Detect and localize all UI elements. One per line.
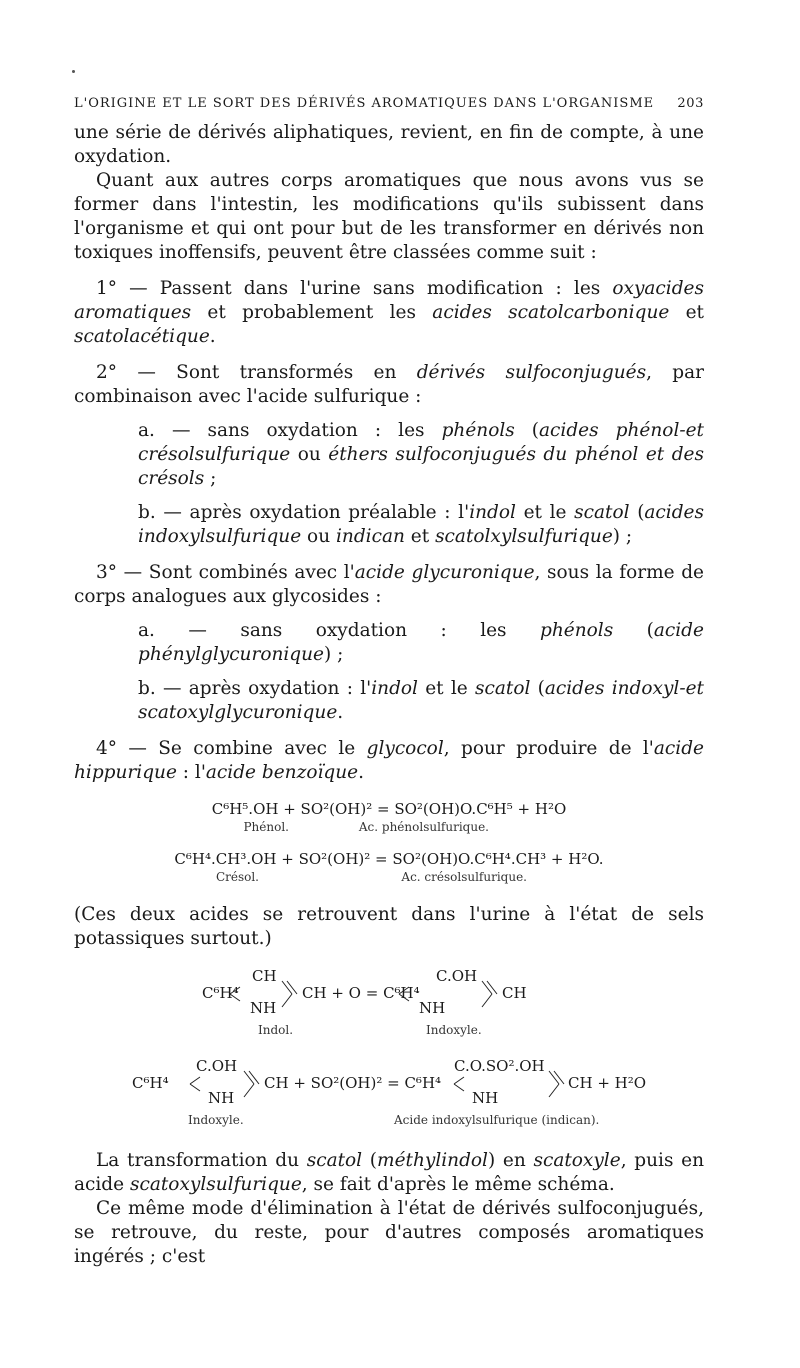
label-phenolsulfurique: Ac. phénolsulfurique.	[358, 820, 489, 834]
paragraph-continuation: une série de dérivés aliphatiques, revient, en fin de compte, à une oxydation.	[74, 122, 704, 167]
label-indol: Indol.	[258, 1023, 294, 1037]
indoxyle-nh-bottom: NH	[208, 1089, 235, 1107]
note-potassium: (Ces deux acides se retrouvent dans l'urine à l'état de sels potassiques surtout.)	[74, 904, 704, 949]
label-indican: Acide indoxylsulfurique (indican).	[394, 1113, 600, 1127]
indoxyle-coh: C.OH	[436, 967, 478, 985]
item-2a: a. — sans oxydation : les phénols (acides phénol-et crésolsulfurique ou éthers sulfoconjugués du phénol et des crésols ;	[138, 420, 704, 489]
page-number: 203	[677, 96, 704, 111]
running-header	[74, 96, 704, 111]
item-4: 4° — Se combine avec le glycocol, pour produire de l'acide hippurique : l'acide benzoïque.	[74, 738, 704, 783]
paragraph-intro: Quant aux autres corps aromatiques que nous avons vus se former dans l'intestin, les modifications qu'ils subissent dans l'organisme et qui ont pour but de les transformer en dérivés non toxiques inoffensifs, peuvent être classées comme suit :	[74, 170, 704, 263]
indol-c6h4: C⁶H⁴	[202, 984, 239, 1002]
item-3: 3° — Sont combinés avec l'acide glycuronique, sous la forme de corps analogues aux glycosides :	[74, 562, 705, 607]
indoxyle-c6h4: C⁶H⁴	[132, 1074, 169, 1092]
item-2b: b. — après oxydation préalable : l'indol et le scatol (acides indoxylsulfurique ou indican et scatolxylsulfurique) ;	[138, 502, 704, 547]
paragraph-elimination: Ce même mode d'élimination à l'état de dérivés sulfoconjugués, se retrouve, du reste, pour d'autres composés aromatiques ingérés ; c'est	[74, 1198, 704, 1267]
item-3a: a. — sans oxydation : les phénols (acide phénylglycuronique) ;	[138, 620, 704, 665]
label-cresolsulfurique: Ac. crésolsulfurique.	[401, 870, 527, 884]
indol-mid: CH + O = C⁶H⁴	[302, 984, 420, 1002]
indican-mid: CH + SO²(OH)² = C⁶H⁴	[264, 1074, 442, 1092]
equation-cresol	[74, 849, 704, 885]
indol-nh: NH	[250, 999, 277, 1017]
indican-nh: NH	[472, 1089, 499, 1107]
label-indoxyle-2: Indoxyle.	[188, 1113, 244, 1127]
header-title: L'ORIGINE ET LE SORT DES DÉRIVÉS AROMATIQUES DANS L'ORGANISME	[74, 96, 655, 111]
indol-ch: CH	[252, 967, 277, 985]
label-cresol: Crésol.	[215, 870, 259, 884]
equation-phenol	[74, 799, 704, 835]
equation-indican	[74, 1051, 704, 1131]
item-1: 1° — Passent dans l'urine sans modification : les oxyacides aromatiques et probablement les acides scatolcarbonique et scatolacétique.	[74, 278, 704, 347]
equation-cresol-formula: C⁶H⁴.CH³.OH + SO²(OH)² = SO²(OH)O.C⁶H⁴.CH³ + H²O.	[174, 850, 604, 868]
margin-dot	[72, 70, 75, 73]
equation-indol	[74, 961, 704, 1041]
paragraph-scatol: La transformation du scatol (méthylindol) en scatoxyle, puis en acide scatoxylsulfurique, se fait d'après le même schéma.	[74, 1150, 705, 1195]
label-phenol: Phénol.	[243, 820, 289, 834]
indoxyle-coh-top: C.OH	[196, 1057, 238, 1075]
indican-coso: C.O.SO².OH	[454, 1057, 545, 1075]
equation-phenol-formula: C⁶H⁵.OH + SO²(OH)² = SO²(OH)O.C⁶H⁵ + H²O	[211, 800, 567, 818]
item-3b: b. — après oxydation : l'indol et le scatol (acides indoxyl-et scatoxylglycuronique.	[138, 678, 704, 723]
item-2: 2° — Sont transformés en dérivés sulfoconjugués, par combinaison avec l'acide sulfurique :	[74, 362, 705, 407]
indoxyle-nh: NH	[419, 999, 446, 1017]
indoxyle-ch: CH	[502, 984, 527, 1002]
label-indoxyle: Indoxyle.	[426, 1023, 482, 1037]
page	[74, 96, 704, 1269]
indican-end: CH + H²O	[568, 1074, 647, 1092]
